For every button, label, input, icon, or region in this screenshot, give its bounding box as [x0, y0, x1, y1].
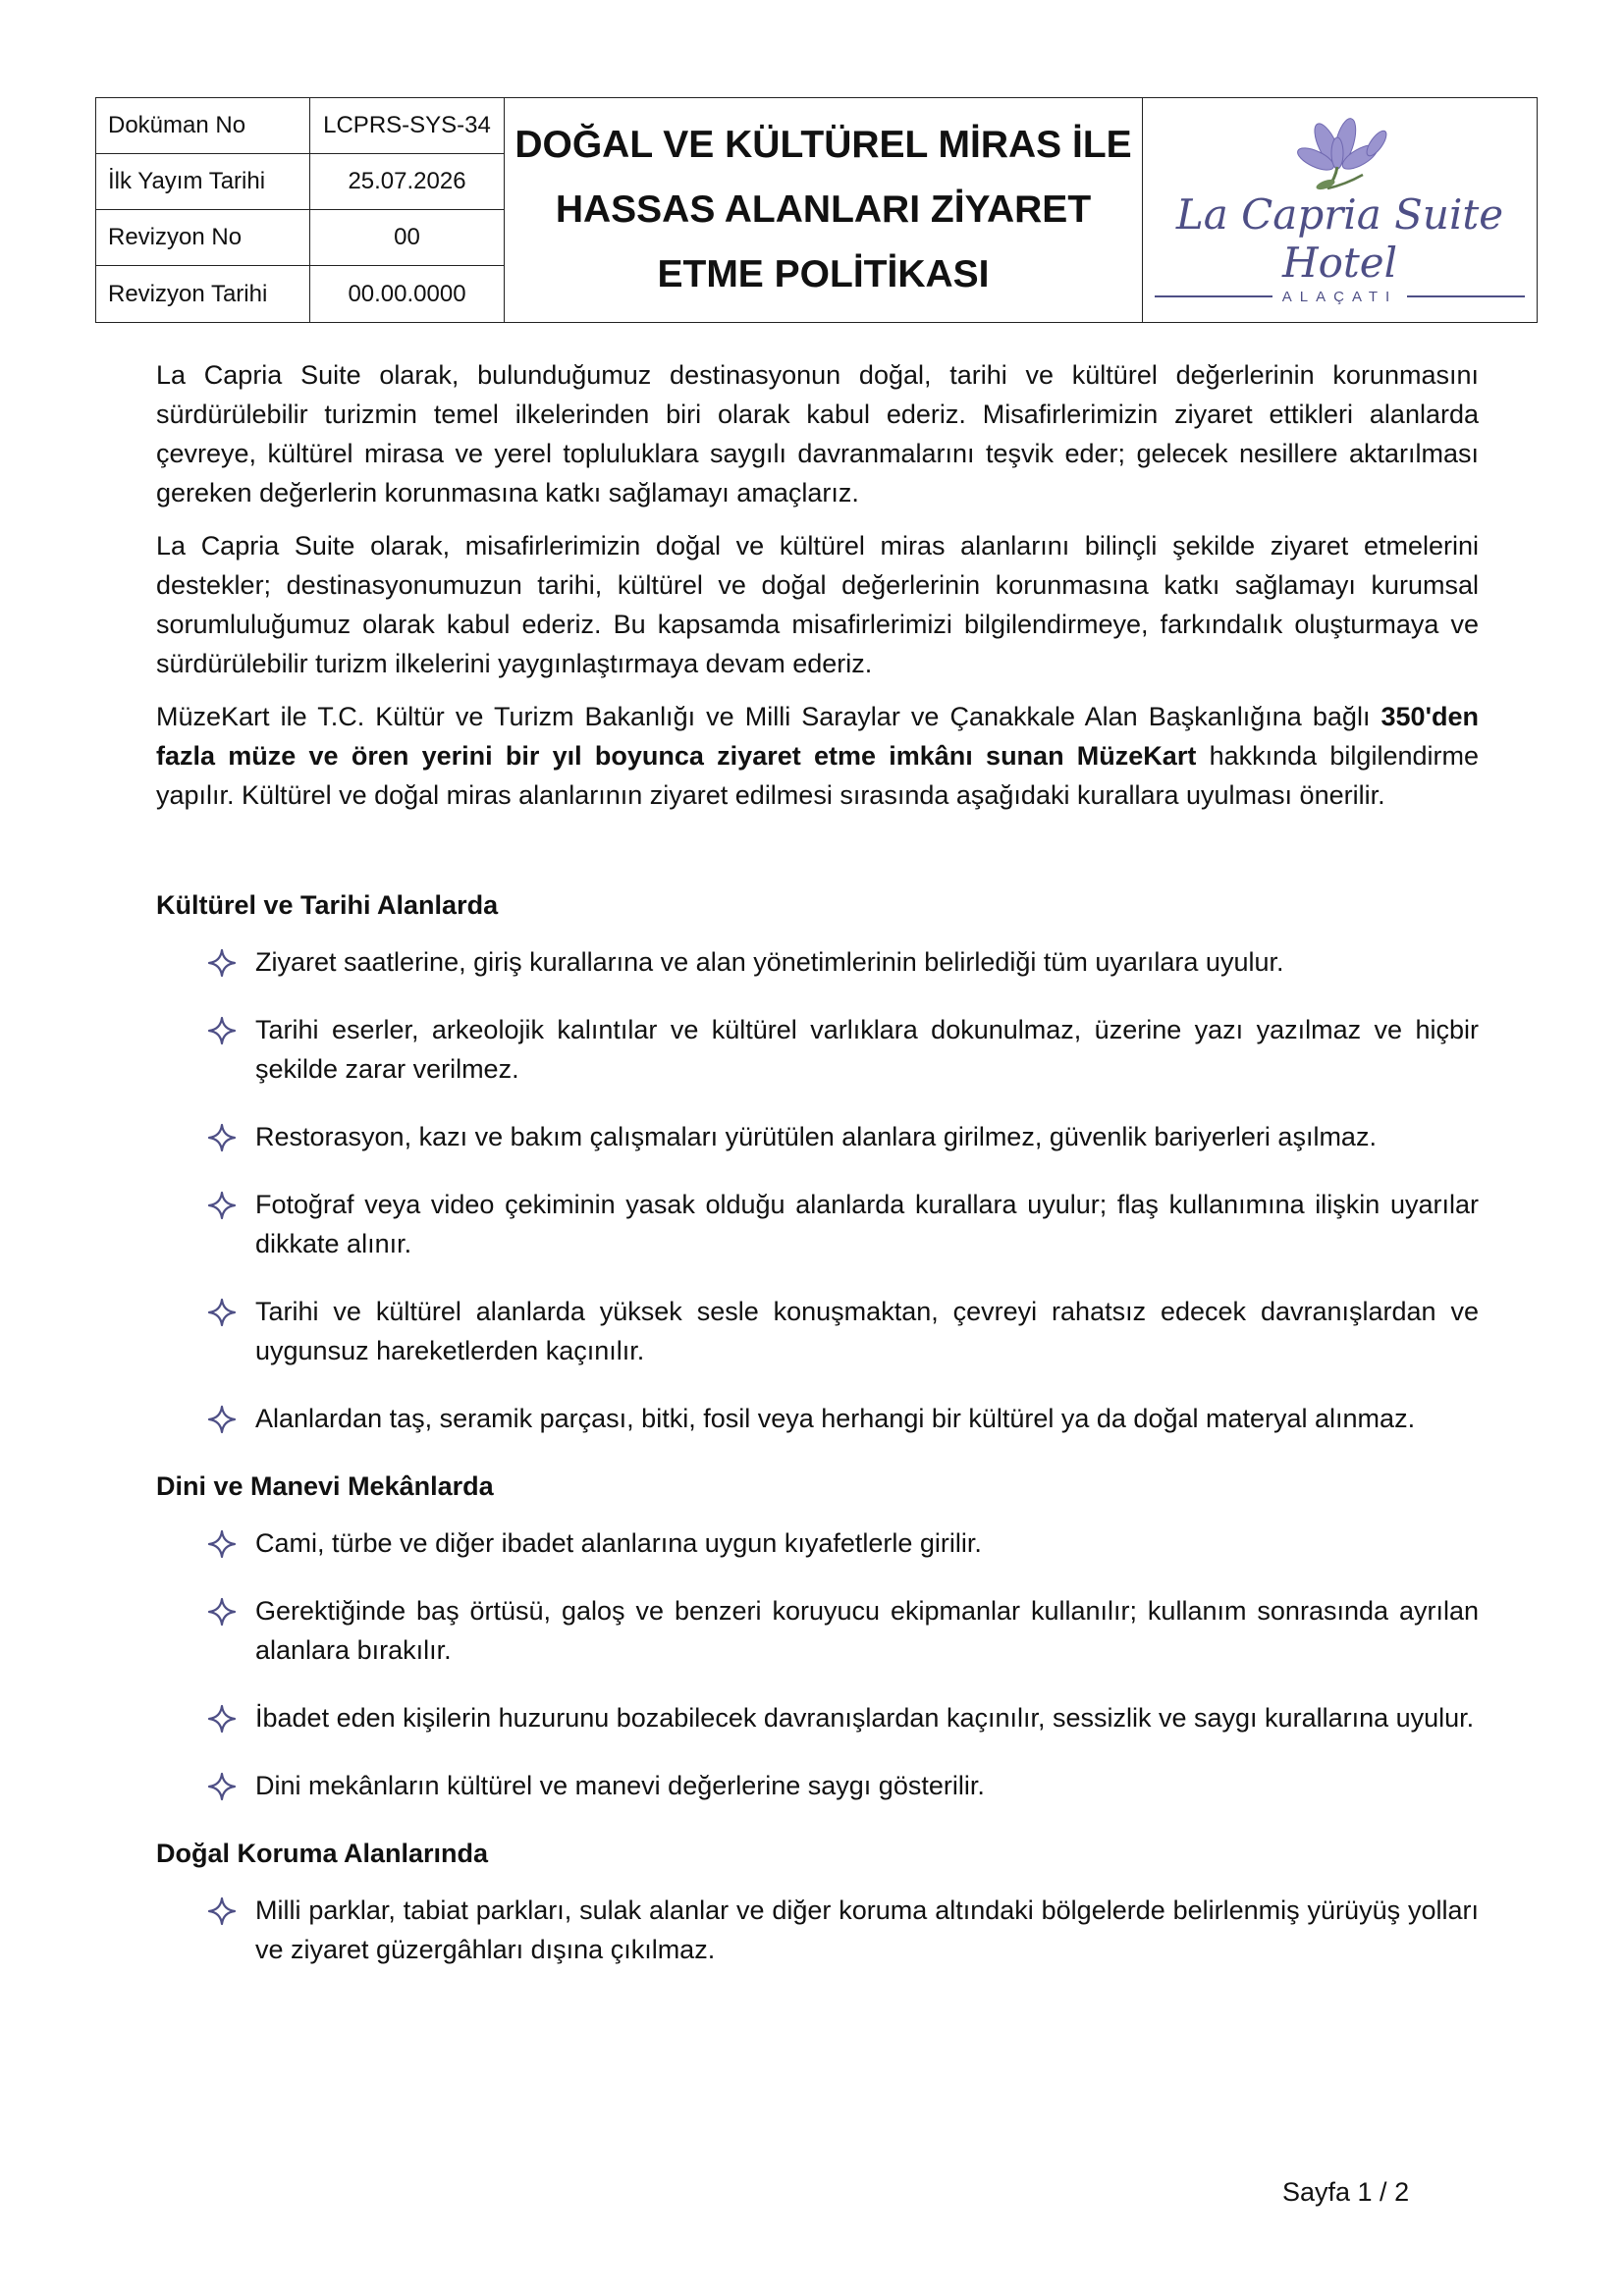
- document-body: [156, 355, 1479, 1998]
- list-item: [156, 1591, 1479, 1670]
- muzekart-text-pre: MüzeKart ile T.C. Kültür ve Turizm Bakanlığı ve Milli Saraylar ve Çanakkale Alan Başkanlığına bağlı: [156, 702, 1381, 731]
- logo-divider: [1155, 295, 1272, 297]
- sparkle-star-icon: [207, 1896, 237, 1926]
- meta-value-first-pub-date: 25.07.2026: [310, 154, 505, 210]
- list-item: [156, 1010, 1479, 1089]
- title-line-1: DOĞAL VE KÜLTÜREL MİRAS İLE: [514, 124, 1132, 166]
- sparkle-star-icon: [207, 1405, 237, 1434]
- list-item-text: Alanlardan taş, seramik parçası, bitki, fosil veya herhangi bir kültürel ya da doğal materyal alınmaz.: [255, 1404, 1416, 1433]
- section-heading: Doğal Koruma Alanlarında: [156, 1839, 489, 1868]
- hotel-logo: [1143, 98, 1538, 323]
- intro-paragraph-1: La Capria Suite olarak, bulunduğumuz destinasyonun doğal, tarihi ve kültürel değerlerinin korunmasını sürdürülebilir turizmin temel ilkelerinden biri olarak kabul ederiz. Misafirlerimizin ziyaret ettikleri alanlarda çevreye, kültürel mirasa ve yerel topluluklara saygılı davranmalarını teşvik eder; gelecek nesillere aktarılması gereken değerlerin korunmasına katkı sağlamayı amaçlarız.: [156, 360, 1479, 507]
- logo-location: ALAÇATI: [1281, 288, 1398, 305]
- meta-value-doc-no: LCPRS-SYS-34: [310, 98, 505, 154]
- document-title: [505, 98, 1143, 323]
- logo-divider: [1407, 295, 1525, 297]
- sparkle-star-icon: [207, 1191, 237, 1220]
- meta-label-revision-no: Revizyon No: [96, 210, 310, 266]
- muzekart-paragraph: [156, 697, 1479, 815]
- list-item-text: Ziyaret saatlerine, giriş kurallarına ve alan yönetimlerinin belirlediği tüm uyarılara uyulur.: [255, 947, 1284, 977]
- meta-value-revision-date: 00.00.0000: [310, 266, 505, 323]
- list-item: [156, 1292, 1479, 1370]
- page-number: Sayfa 1 / 2: [1282, 2177, 1410, 2207]
- list-item: [156, 942, 1479, 982]
- sparkle-star-icon: [207, 1772, 237, 1801]
- sparkle-star-icon: [207, 1704, 237, 1734]
- list-item-text: Gerektiğinde baş örtüsü, galoş ve benzeri koruyucu ekipmanlar kullanılır; kullanım sonrasında ayrılan alanlara bırakılır.: [255, 1596, 1479, 1665]
- title-line-3: ETME POLİTİKASI: [657, 253, 990, 295]
- list-item: [156, 1523, 1479, 1563]
- lily-flower-icon: [1267, 116, 1414, 196]
- section-heading: Kültürel ve Tarihi Alanlarda: [156, 890, 499, 920]
- intro-paragraph-2: La Capria Suite olarak, misafirlerimizin doğal ve kültürel miras alanlarını bilinçli şekilde ziyaret etmelerini destekler; destinasyonumuzun tarihi, kültürel ve doğal değerlerinin korunmasına katkı sağlamayı kurumsal sorumluluğumuz olarak kabul ederiz. Bu kapsamda misafirlerimizi bilgilendirmeye, farkındalık oluşturmaya ve sürdürülebilir turizm ilkelerini yaygınlaştırmaya devam ederiz.: [156, 531, 1479, 678]
- sparkle-star-icon: [207, 1123, 237, 1152]
- meta-label-first-pub-date: İlk Yayım Tarihi: [96, 154, 310, 210]
- sparkle-star-icon: [207, 1597, 237, 1627]
- list-item: [156, 1117, 1479, 1156]
- list-item-text: Dini mekânların kültürel ve manevi değerlerine saygı gösterilir.: [255, 1771, 985, 1800]
- meta-value-revision-no: 00: [310, 210, 505, 266]
- logo-hotel-name: La Capria Suite Hotel: [1175, 189, 1504, 287]
- logo-subtitle: [1155, 289, 1525, 305]
- list-item: [156, 1891, 1479, 1969]
- list-item-text: İbadet eden kişilerin huzurunu bozabilecek davranışlardan kaçınılır, sessizlik ve saygı kurallarına uyulur.: [255, 1703, 1475, 1733]
- list-item: [156, 1185, 1479, 1263]
- list-item-text: Milli parklar, tabiat parkları, sulak alanlar ve diğer koruma altındaki bölgelerde belirlenmiş yürüyüş yolları ve ziyaret güzergâhları dışına çıkılmaz.: [255, 1896, 1479, 1964]
- sparkle-star-icon: [207, 1298, 237, 1327]
- sparkle-star-icon: [207, 1016, 237, 1045]
- policy-sections: [156, 885, 1479, 1969]
- list-item-text: Cami, türbe ve diğer ibadet alanlarına uygun kıyafetlerle girilir.: [255, 1528, 982, 1558]
- list-item-text: Tarihi eserler, arkeolojik kalıntılar ve kültürel varlıklara dokunulmaz, üzerine yazı yazılmaz ve hiçbir şekilde zarar verilmez.: [255, 1015, 1479, 1084]
- list-item: [156, 1399, 1479, 1438]
- title-line-2: HASSAS ALANLARI ZİYARET: [555, 188, 1092, 231]
- list-item-text: Tarihi ve kültürel alanlarda yüksek sesle konuşmaktan, çevreyi rahatsız edecek davranışlardan ve uygunsuz hareketlerden kaçınılır.: [255, 1297, 1479, 1365]
- meta-label-doc-no: Doküman No: [96, 98, 310, 154]
- sparkle-star-icon: [207, 1529, 237, 1559]
- list-item: [156, 1766, 1479, 1805]
- sparkle-star-icon: [207, 948, 237, 978]
- muzekart-text-post: hakkında bilgilendirme yapılır. Kültürel ve doğal miras alanlarının ziyaret edilmesi sırasında aşağıdaki kurallara uyulması önerilir.: [156, 741, 1479, 810]
- document-header-table: [95, 97, 1538, 323]
- muzekart-text-bold: 350'den fazla müze ve ören yerini bir yıl boyunca ziyaret etme imkânı sunan MüzeKart: [156, 702, 1479, 771]
- list-item: [156, 1698, 1479, 1737]
- section-heading: Dini ve Manevi Mekânlarda: [156, 1471, 494, 1501]
- list-item-text: Fotoğraf veya video çekiminin yasak olduğu alanlarda kurallara uyulur; flaş kullanımına ilişkin uyarılar dikkate alınır.: [255, 1190, 1479, 1258]
- meta-label-revision-date: Revizyon Tarihi: [96, 266, 310, 323]
- list-item-text: Restorasyon, kazı ve bakım çalışmaları yürütülen alanlara girilmez, güvenlik bariyerleri aşılmaz.: [255, 1122, 1377, 1151]
